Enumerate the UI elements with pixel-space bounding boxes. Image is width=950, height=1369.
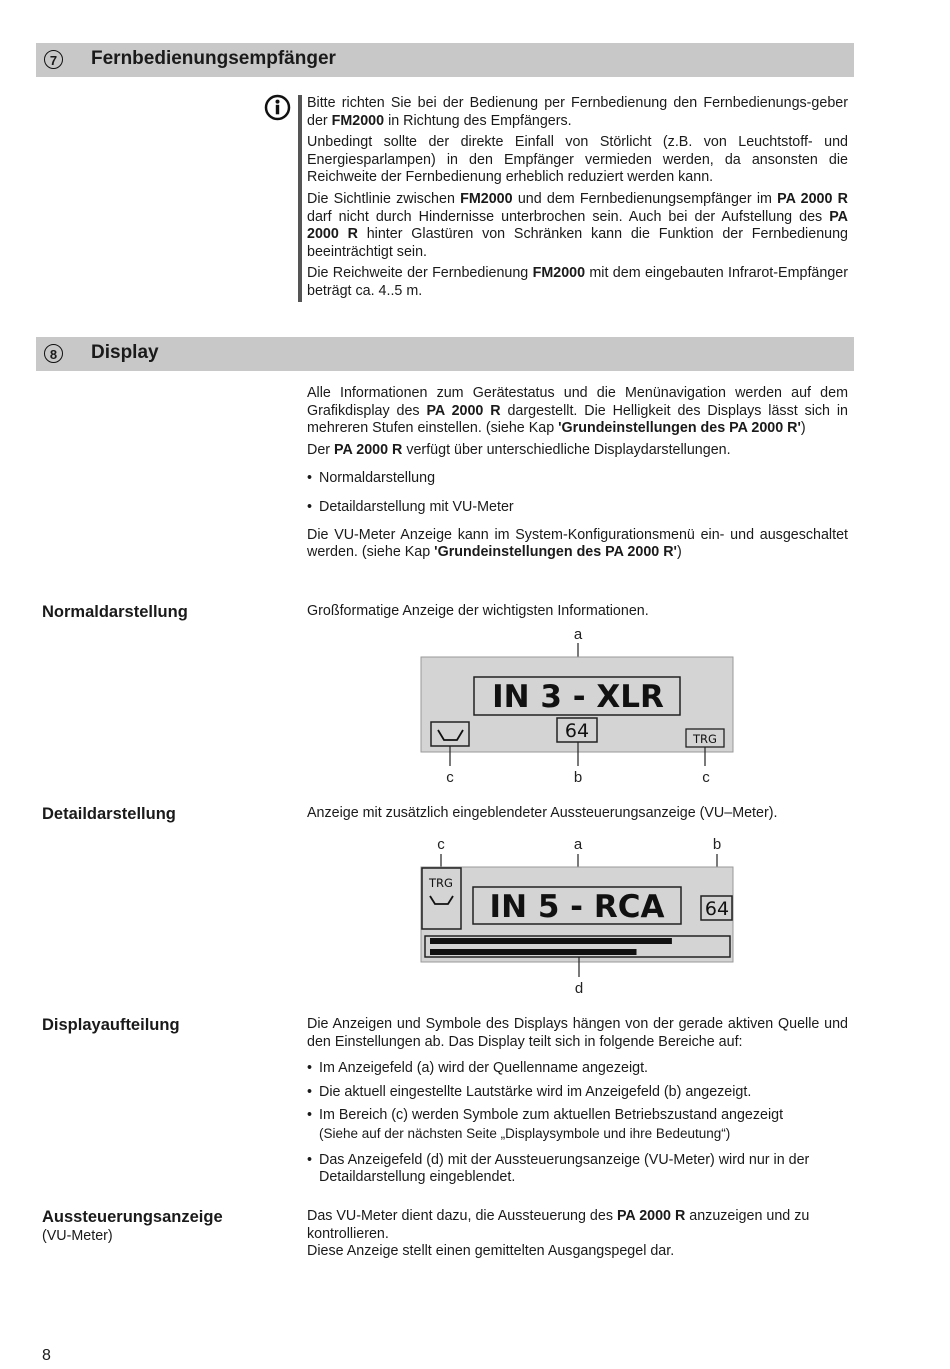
normal-heading: Normaldarstellung [42, 603, 188, 621]
section-title: Display [91, 342, 159, 363]
source-name: IN 5 - RCA [489, 889, 665, 925]
label-b: b [573, 769, 583, 786]
bold-text: FM2000 [532, 265, 586, 282]
bold-text: 'Grundeinstellungen des PA 2000 R' [434, 544, 677, 561]
detail-display-diagram [415, 832, 745, 1000]
paragraph: Unbedingt sollte der direkte Einfall von Störlicht (z.B. von Leuchtstoff- und Energiesparlampen) in den Empfänger vermieden werden, da ansonsten die Reichweite der Fernbedienung erheblich reduziert werden kann. [307, 134, 848, 186]
label-c: c [702, 769, 710, 786]
volume-value: 64 [564, 720, 590, 742]
list-item: • Detaildarstellung mit VU-Meter [307, 499, 848, 517]
label-b: b [712, 836, 722, 853]
bold-text: PA 2000 R [616, 1208, 686, 1224]
bold-text: PA 2000 R [426, 402, 501, 419]
bold-text: PA 2000 R [334, 441, 403, 458]
vu-body [307, 1208, 848, 1261]
list-item: • Das Anzeigefeld (d) mit der Aussteuerungsanzeige (VU-Meter) wird nur in der Detaildarstellung eingeblendet. [307, 1152, 848, 1187]
trg-indicator: TRG [693, 732, 717, 746]
label-c: c [446, 769, 454, 786]
section-header-7 [36, 43, 854, 77]
layout-body [307, 1016, 848, 1187]
paragraph: Diese Anzeige stellt einen gemittelten Ausgangspegel dar. [307, 1243, 675, 1260]
source-name: IN 3 - XLR [492, 679, 664, 715]
detail-heading: Detaildarstellung [42, 805, 176, 823]
display-modes-list [307, 470, 848, 516]
paragraph: Das VU-Meter dient dazu, die Aussteuerung des PA 2000 R anzuzeigen und zu kontrollieren. [307, 1208, 810, 1242]
list-item: • Im Anzeigefeld (a) wird der Quellenname angezeigt. [307, 1060, 848, 1078]
vu-meter-right [430, 949, 637, 955]
page-number: 8 [42, 1347, 51, 1364]
paragraph: Die Anzeigen und Symbole des Displays hängen von der gerade aktiven Quelle und den Einstellungen ab. Das Display teilt sich in folgende Bereiche auf: [307, 1016, 848, 1050]
label-a: a [573, 836, 583, 853]
label-c: c [437, 836, 445, 853]
paragraph: Die Sichtlinie zwischen FM2000 und dem Fernbedienungsempfänger im PA 2000 R darf nicht durch Hindernisse unterbrochen sein. Auch bei der Aufstellung des PA 2000 R hinter Glastüren von Schränken kann die Funktion der Fernbedienung beeinträchtigt sein. [307, 190, 849, 260]
list-item: • Normaldarstellung [307, 470, 848, 488]
section-number: 8 [44, 344, 63, 363]
bold-text: FM2000 [460, 190, 513, 207]
layout-list [307, 1060, 848, 1187]
paragraph: Bitte richten Sie bei der Bedienung per Fernbedienung den Fernbedienungs-geber der FM2000 in Richtung des Empfängers. [307, 95, 848, 129]
list-item: • Die aktuell eingestellte Lautstärke wird im Anzeigefeld (b) angezeigt. [307, 1084, 848, 1102]
list-item [307, 1107, 848, 1143]
vu-meter-left [430, 938, 672, 944]
list-item-text: Im Bereich (c) werden Symbole zum aktuellen Betriebszustand angezeigt [319, 1107, 784, 1124]
trg-indicator: TRG [429, 876, 453, 890]
normal-text: Großformatige Anzeige der wichtigsten Informationen. [307, 603, 649, 619]
layout-heading: Displayaufteilung [42, 1016, 180, 1034]
section-title: Fernbedienungsempfänger [91, 48, 336, 69]
section-header-8 [36, 337, 854, 371]
label-a: a [573, 626, 583, 643]
bold-text: PA 2000 R [777, 190, 849, 207]
vu-heading: Aussteuerungsanzeige [42, 1208, 223, 1226]
bold-text: 'Grundeinstellungen des PA 2000 R' [558, 420, 801, 437]
info-rule [298, 95, 302, 302]
list-item-note: (Siehe auf der nächsten Seite „Displaysymbole und ihre Bedeutung“) [319, 1125, 731, 1141]
paragraph: Die VU-Meter Anzeige kann im System-Konfigurationsmenü ein- und ausgeschaltet werden. (siehe Kap 'Grundeinstellungen des PA 2000 R') [307, 526, 848, 561]
info-icon [264, 94, 291, 121]
paragraph: Die Reichweite der Fernbedienung FM2000 mit dem eingebauten Infrarot-Empfänger beträgt ca. 4..5 m. [307, 265, 848, 299]
paragraph: Alle Informationen zum Gerätestatus und die Menünavigation werden auf dem Grafikdisplay des PA 2000 R dargestellt. Die Helligkeit des Displays lässt sich in mehreren Stufen einstellen. (siehe Kap 'Grundeinstellungen des PA 2000 R') [307, 385, 848, 437]
label-d: d [574, 980, 584, 997]
section7-body [307, 95, 848, 305]
normal-display-diagram [415, 622, 745, 790]
bold-text: PA 2000 R [307, 208, 848, 243]
detail-text: Anzeige mit zusätzlich eingeblendeter Aussteuerungsanzeige (VU–Meter). [307, 805, 778, 821]
section-number: 7 [44, 50, 63, 69]
paragraph: Der PA 2000 R verfügt über unterschiedliche Displaydarstellungen. [307, 441, 731, 458]
section8-intro [307, 385, 848, 566]
volume-value: 64 [704, 898, 730, 920]
vu-subheading: (VU-Meter) [42, 1228, 113, 1244]
bold-text: FM2000 [331, 112, 385, 129]
